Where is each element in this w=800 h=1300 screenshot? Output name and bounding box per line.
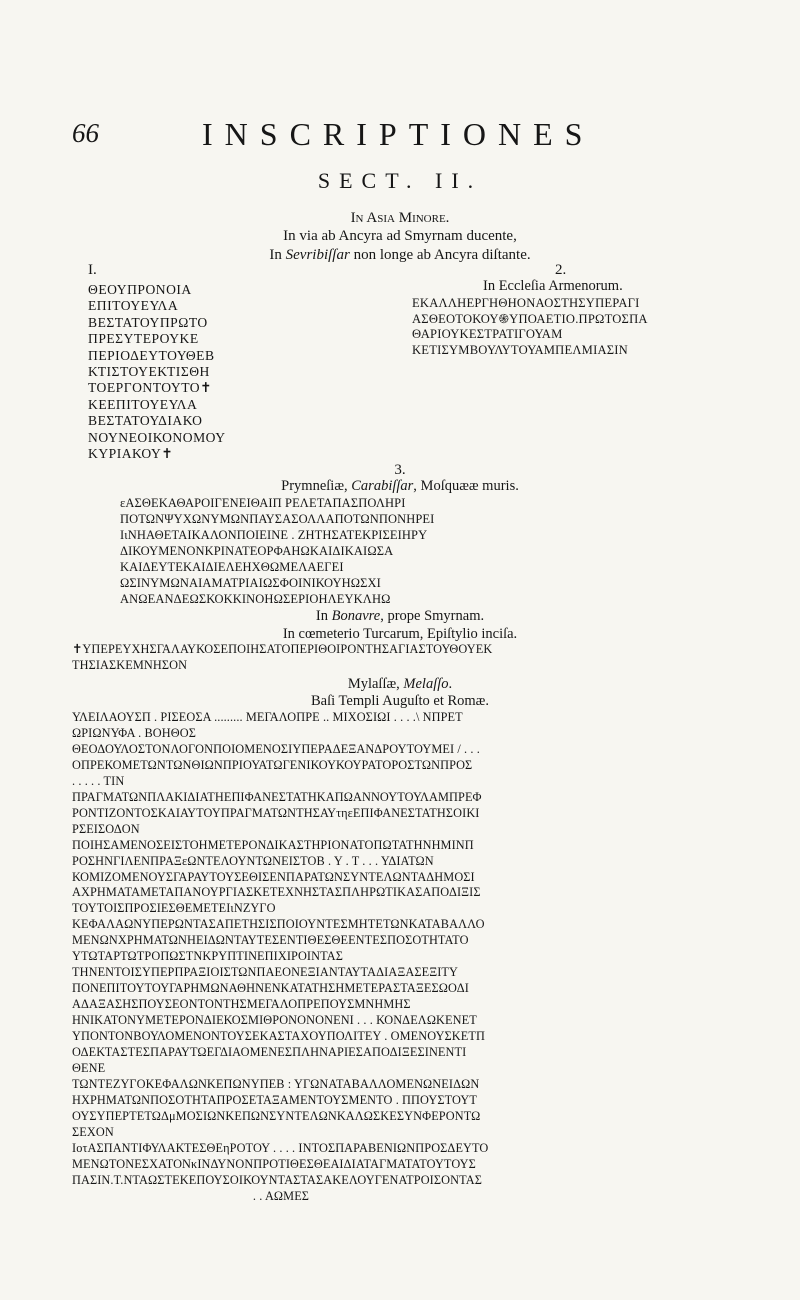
inscription-line: ΒΕΣΤΑΤΟΥΔΙΑΚΟ xyxy=(88,413,203,429)
inscription-line: ΘΑΡΙΟΥΚΕΣΤΡΑΤΙΓΟΥΑΜ xyxy=(412,327,563,342)
inscription-line: ΠΟΝΕΠΙΤΟΥΤΟΥΓΑΡΗΜΩΝΑΘΗΝΕΝΚΑΤΑΤΗΣΗΜΕΤΕΡΑΣΤΑΞΕΣΩΟΔΙ xyxy=(72,981,469,996)
inscription-line: ΤΩΝΤΕΖΥΓΟΚΕΦΑΛΩΝΚΕΠΩΝΥΠΕΒ : ΥΓΩΝΑΤΑΒΑΛΛΟΜΕΝΩΝΕΙΔΩΝ xyxy=(72,1076,480,1091)
inscription-line: ΤΟΥΤΟΙΣΠΡΟΣΙΕΣΘΕΜΕΤΕΙιΝΖΥΓΟ xyxy=(72,901,276,916)
inscription-line: ΥΤΩΤΑΡΤΩΤΡΟΠΩΣΤΝΚΡΥΠΤΙΝΕΠΙΧΙΡΟΙΝΤΑΣ xyxy=(72,949,343,964)
inscription-line: ΚΟΜΙΖΟΜΕΝΟΥΣΓΑΡΑΥΤΟΥΣΕΘΙΣΕΝΠΑΡΑΤΩΝΣΥΝΤΕΛΩΝΤΑΔΗΜΟΣΙ xyxy=(72,869,475,884)
inscription-5-text xyxy=(72,710,488,1205)
inscription-line: ΘΕΟΥΠΡΟΝΟΙΑ xyxy=(88,282,192,297)
inscription-line: ΔΙΚΟΥΜΕΝΟΝΚΡΙΝΑΤΕΟΡΦΑΗΩΚΑΙΔΙΚΑΙΩΣΑ xyxy=(120,543,394,558)
inscription-line: ΩΡΙΩΝΥΦΑ . ΒΟΗΘΟΣ xyxy=(72,725,196,740)
inscription-3-caption: Prymneſiæ, Carabiſſar, Moſquææ muris. xyxy=(281,478,519,494)
inscription-2-text xyxy=(412,296,648,358)
inscription-line: ΝΟΥΝΕΟΙΚΟΝΟΜΟΥ xyxy=(88,429,226,445)
inscription-line: ✝ΥΠΕΡΕΥΧΗΣΓΑΛΑΥΚΟΣΕΠΟΙΗΣΑΤΟΠΕΡΙΘΟΙΡΟΝΤΗΣΑΓΙΑΣΤΟΥΘΟΥΕΚ xyxy=(72,642,493,656)
inscription-line: ΟΠΡΕΚΟΜΕΤΩΝΤΩΝΘΙΩΝΠΡΙΟΥΑΤΩΓΕΝΙΚΟΥΚΟΥΡΑΤΟΡΟΣΤΩΝΠΡΟΣ xyxy=(72,757,473,772)
inscription-1-number: I. xyxy=(88,262,97,278)
inscription-3-number: 3. xyxy=(394,462,406,478)
inscription-line: ΑΔΑΞΑΣΗΣΠΟΥΣΕΟΝΤΟΝΤΗΣΜΕΓΑΛΟΠΡΕΠΟΥΣΜΝΗΜΗΣ xyxy=(72,997,411,1012)
inscription-line: ΕΚΑΛΛΗΕΡΓΗΘΗΟΝΑΟΣΤΗΣΥΠΕΡΑΓΙ xyxy=(412,296,640,310)
inscription-line: ΡΟΝΤΙΖΟΝΤΟΣΚΑΙΑΥΤΟΥΠΡΑΓΜΑΤΩΝΤΗΣΑΥτηεΕΠΙΦΑΝΕΣΤΑΤΗΣΟΙΚΙ xyxy=(72,805,480,820)
inscription-2-caption: In Eccleſia Armenorum. xyxy=(483,278,623,294)
inscription-4-text xyxy=(72,642,492,674)
inscription-line: ΤΗΝΕΝΤΟΙΣΥΠΕΡΠΡΑΞΙΟΙΣΤΩΝΠΑΕΟΝΕΞΙΑΝΤΑΥΤΑΔΙΑΞΑΣΕΞΙΤΥ xyxy=(72,965,458,980)
inscription-line: ΒΕΣΤΑΤΟΥΠΡΩΤΟ xyxy=(88,314,208,330)
inscription-line: ΘΕΟΔΟΥΛΟΣΤΟΝΛΟΓΟΝΠΟΙΟΜΕΝΟΣΙΥΠΕΡΑΔΕΞΑΝΔΡΟΥΤΟΥΜΕΙ / . . . xyxy=(72,741,480,756)
inscription-line: ΤΟΕΡΓΟΝΤΟΥΤΟ✝ xyxy=(88,380,213,396)
inscription-4-caption: In Bonavre, prope Smyrnam. xyxy=(315,608,485,624)
inscription-line: εΑΣΘΕΚΑΘΑΡΟΙΓΕΝΕΙΘΑΙΠ ΡΕΛΕΤΑΠΑΣΠΟΛΗΡΙ xyxy=(120,496,406,510)
inscription-line: ΥΠΟΝΤΟΝΒΟΥΛΟΜΕΝΟΝΤΟΥΣΕΚΑΣΤΑΧΟΥΠΟΛΙΤΕΥ . ΟΜΕΝΟΥΣΚΕΤΠ xyxy=(72,1029,485,1044)
inscription-line: ΩΣΙΝΥΜΩΝΑΙΑΜΑΤΡΙΑΙΩΣΦΟΙΝΙΚΟΥΗΩΣΧΙ xyxy=(120,575,381,590)
inscription-line: ΑΝΩΕΑΝΔΕΩΣΚΟΚΚΙΝΟΗΩΣΕΡΙΟΗΛΕΥΚΛΗΩ xyxy=(120,591,391,606)
inscription-line: ΠΡΑΓΜΑΤΩΝΠΛΑΚΙΔΙΑΤΗΕΠΙΦΑΝΕΣΤΑΤΗΚΑΠΩΑΝΝΟΥΤΟΥΛΑΜΠΡΕΦ xyxy=(72,789,482,804)
inscription-1-text xyxy=(88,282,226,462)
inscription-line: ΚΑΙΔΕΥΤΕΚΑΙΔΙΕΛΕΗΧΘΩΜΕΛΑΕΓΕΙ xyxy=(120,559,344,574)
inscription-line: ΚΕΦΑΛΑΩΝΥΠΕΡΩΝΤΑΣΑΠΕΤΗΣΙΣΠΟΙΟΥΝΤΕΣΜΗΤΕΤΩΝΚΑΤΑΒΑΛΛΟ xyxy=(72,917,485,932)
inscription-line: ΠΟΤΩΝΨΥΧΩΝΥΜΩΝΠΑΥΣΑΣΟΛΛΑΠΟΤΩΝΠΟΝΗΡΕΙ xyxy=(120,511,435,526)
running-head xyxy=(72,118,762,154)
inscription-line: ΚΥΡΙΑΚΟΥ✝ xyxy=(88,446,174,462)
inscription-line: ΙοτΑΣΠΑΝΤΙΦΥΛΑΚΤΕΣΘΕηΡΟΤΟΥ . . . . ΙΝΤΟΣΠΑΡΑΒΕΝΙΩΝΠΡΟΣΔΕΥΤΟ xyxy=(72,1140,489,1155)
inscription-2-number: 2. xyxy=(555,262,567,278)
inscription-line: ΚΤΙΣΤΟΥΕΚΤΙΣΘΗ xyxy=(88,364,210,380)
inscription-line: ΕΠΙΤΟΥΕΥΛΑ xyxy=(88,298,179,314)
inscription-5-caption-2: Baſi Templi Auguſto et Romæ. xyxy=(311,693,489,709)
inscription-line: ΑΧΡΗΜΑΤΑΜΕΤΑΠΑΝΟΥΡΓΙΑΣΚΕΤΕΧΝΗΣΤΑΣΠΛΗΡΩΤΙΚΑΣΑΠΟΔΙΞΙΣ xyxy=(72,885,481,900)
inscription-line: ΚΕΤΙΣΥΜΒΟΥΛΥΤΟΥΑΜΠΕΛΜΙΑΣΙΝ xyxy=(412,342,628,357)
inscription-line: ΘΕΝΕ xyxy=(72,1060,106,1075)
inscription-line: ΟΥΣΥΠΕΡΤΕΤΩΔμΜΟΣΙΩΝΚΕΠΩΝΣΥΝΤΕΛΩΝΚΑΛΩΣΚΕΣΥΝΦΕΡΟΝΤΩ xyxy=(72,1108,481,1123)
inscription-line: ΚΕΕΠΙΤΟΥΕΥΛΑ xyxy=(88,396,198,412)
inscription-line: ΣΕΧΟΝ xyxy=(72,1124,114,1139)
inscription-line: ΡΟΣΗΝΓΙΛΕΝΠΡΑΞεΩΝΤΕΛΟΥΝΤΩΝΕΙΣΤΟΒ . Υ . Τ . . . ΥΔΙΑΤΩΝ xyxy=(72,853,434,868)
inscription-line: ΤΗΣΙΑΣΚΕΜΝΗΣΟΝ xyxy=(72,657,188,672)
inscription-line: ΥΛΕΙΛΑΟΥΣΠ . ΡΙΣΕΟΣΑ ......... ΜΕΓΑΛΟΠΡΕ .. ΜΙΧΟΣΙΩΙ . . . .\ ΝΠΡΕΤ xyxy=(72,710,463,724)
inscription-line: ΠΡΕΣΥΤΕΡΟΥΚΕ xyxy=(88,331,199,347)
inscription-line: ΠΑΣΙΝ.Τ.ΝΤΑΩΣΤΕΚΕΠΟΥΣΟΙΚΟΥΝΤΑΣΤΑΣΑΚΕΛΟΥΓΕΝΑΤΡΟΙΣΟΝΤΑΣ xyxy=(72,1172,482,1187)
route-line: In via ab Ancyra ad Smyrnam ducente, xyxy=(283,228,517,244)
inscription-line: . . . . . ΤΙΝ xyxy=(72,773,125,788)
inscription-line: ΟΔΕΚΤΑΣΤΕΣΠΑΡΑΥΤΩΕΓΔΙΑΟΜΕΝΕΣΠΛΗΝΑΡΙΕΣΑΠΟΔΙΞΕΣΙΝΕΝΤΙ xyxy=(72,1045,467,1060)
location-line: In Sevribiſſar non longe ab Ancyra diſtante. xyxy=(269,247,531,263)
inscription-line: ΑΣΘΕΟΤΟΚΟΥ֍ΥΠΟΑΕΤΙΟ.ΠΡΩΤΟΣΠΑ xyxy=(412,311,648,326)
inscription-line: ΠΟΙΗΣΑΜΕΝΟΣΕΙΣΤΟΗΜΕΤΕΡΟΝΔΙΚΑΣΤΗΡΙΟΝΑΤΟΠΩΤΑΤΗΝΗΜΙΝΠ xyxy=(72,837,474,852)
inscription-line: . . ΑΩΜΕΣ xyxy=(72,1188,310,1203)
inscription-line: ΗΧΡΗΜΑΤΩΝΠΟΣΟΤΗΤΑΠΡΟΣΕΤΑΞΑΜΕΝΤΟΥΣΜΕΝΤΟ . ΠΠΟΥΣΤΟΥΤ xyxy=(72,1092,477,1107)
inscription-line: ΜΕΝΩΤΟΝΕΣΧΑΤΟΝκΙΝΔΥΝΟΝΠΡΟΤΙΘΕΣΘΕΑΙΔΙΑΤΑΓΜΑΤΑΤΟΥΤΟΥΣ xyxy=(72,1156,476,1171)
section-heading: SECT. II. xyxy=(317,168,483,193)
inscription-line: ΗΝΙΚΑΤΟΝΥΜΕΤΕΡΟΝΔΙΕΚΟΣΜΙΘΡΟΝΟΝΟΝΕΝΙ . . . ΚΟΝΔΕΛΩΚΕΝΕΤ xyxy=(72,1013,477,1028)
inscription-line: ΙιΝΗΑΘΕΤΑΙΚΑΛΟΝΠΟΙΕΙΝΕ . ΖΗΤΗΣΑΤΕΚΡΙΣΕΙΗΡΥ xyxy=(120,527,428,542)
inscription-4-caption-2: In cœmeterio Turcarum, Epiſtylio inciſa. xyxy=(282,626,518,642)
running-title: INSCRIPTIONES xyxy=(202,116,595,152)
inscription-line: ΡΣΕΙΣΟΔΟΝ xyxy=(72,821,140,836)
inscription-line: ΜΕΝΩΝΧΡΗΜΑΤΩΝΗΕΙΔΩΝΤΑΥΤΕΣΕΝΤΙΘΕΣΘΕΕΝΤΕΣΠΟΣΟΤΗΤΑΤΟ xyxy=(72,933,469,948)
inscription-line: ΠΕΡΙΟΔΕΥΤΟΥΘΕΒ xyxy=(88,347,215,363)
page-number: 66 xyxy=(72,118,99,148)
region-heading: In Asia Minore. xyxy=(350,210,450,226)
inscription-5-caption: Mylaſſæ, Melaſſo. xyxy=(347,676,453,692)
inscription-3-text xyxy=(120,496,434,608)
